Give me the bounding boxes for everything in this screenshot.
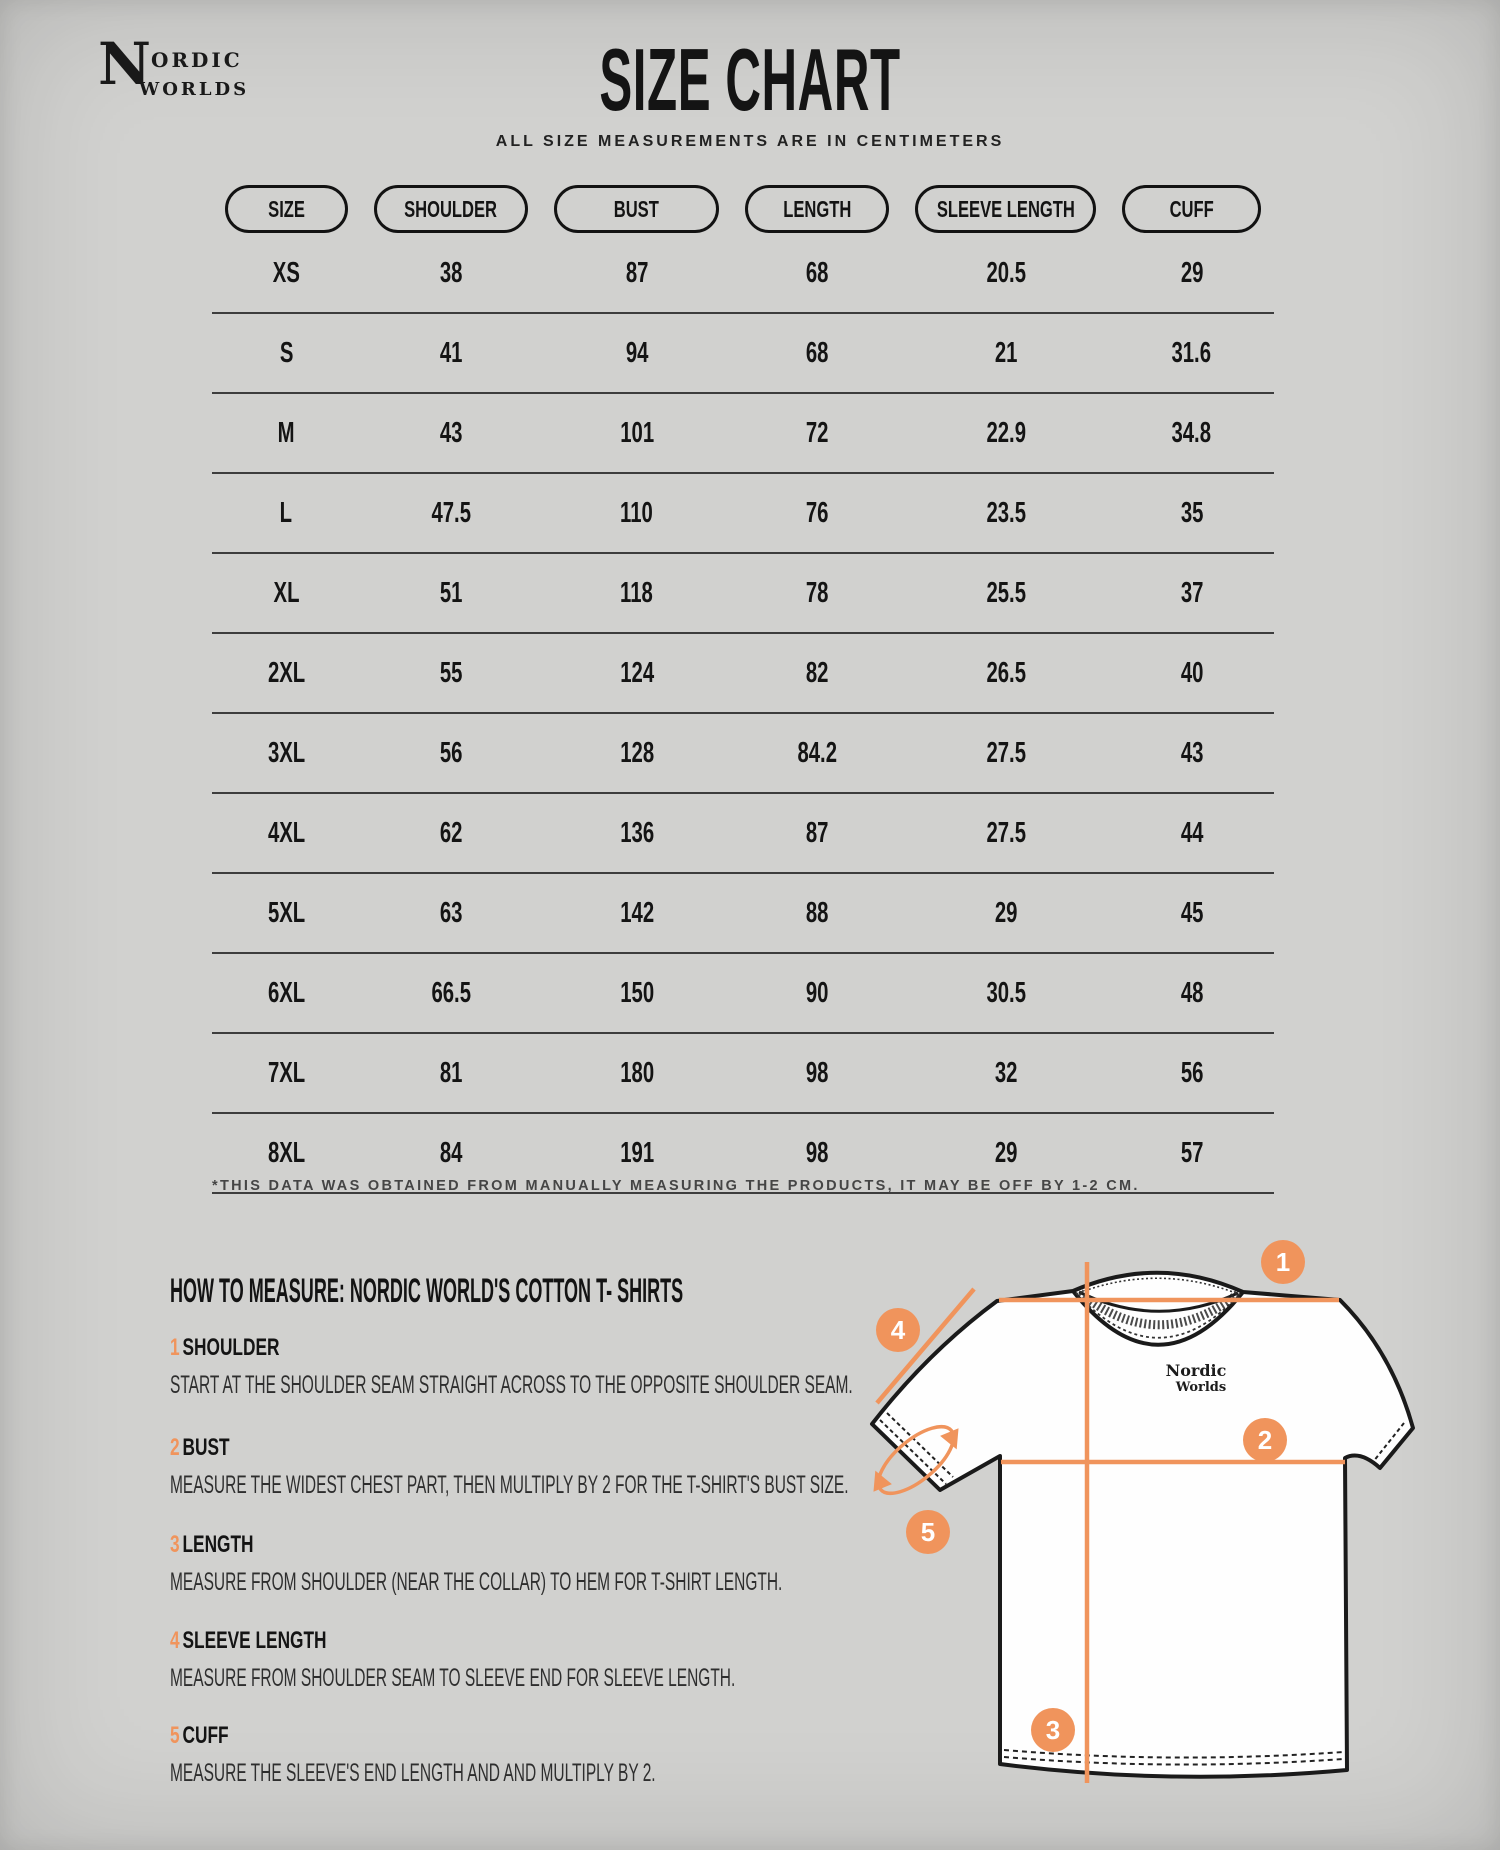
step-description: START AT THE SHOULDER SEAM STRAIGHT ACROSS TO THE OPPOSITE SHOULDER SEAM. bbox=[170, 1371, 853, 1399]
table-cell: 2XL bbox=[267, 656, 305, 689]
step-number: 2 bbox=[170, 1434, 180, 1461]
table-row-6xl bbox=[212, 954, 1274, 1034]
table-cell: 57 bbox=[1180, 1136, 1203, 1169]
header-pill: BUST bbox=[554, 185, 719, 233]
step-label: 3 LENGTH bbox=[170, 1531, 254, 1558]
table-cell: 76 bbox=[806, 496, 829, 529]
column-header-length bbox=[732, 185, 902, 233]
table-row-xs bbox=[212, 234, 1274, 314]
table-cell: 6XL bbox=[267, 976, 305, 1009]
table-cell: 44 bbox=[1180, 816, 1203, 849]
table-cell: 98 bbox=[806, 1056, 829, 1089]
table-cell: 142 bbox=[619, 896, 654, 929]
marker-3-length bbox=[1031, 1708, 1075, 1752]
table-cell: XL bbox=[273, 576, 300, 609]
tshirt-diagram bbox=[840, 1040, 1500, 1840]
marker-5-cuff bbox=[906, 1510, 950, 1554]
table-cell: 45 bbox=[1180, 896, 1203, 929]
table-row-l bbox=[212, 474, 1274, 554]
table-cell: S bbox=[279, 336, 294, 369]
table-cell: 72 bbox=[806, 416, 829, 449]
column-header-cuff bbox=[1109, 185, 1274, 233]
shirt-logo-line2: Worlds bbox=[1175, 1380, 1227, 1395]
step-number: 4 bbox=[170, 1627, 180, 1654]
table-cell: 87 bbox=[806, 816, 829, 849]
table-cell: 90 bbox=[806, 976, 829, 1009]
table-cell: 7XL bbox=[267, 1056, 305, 1089]
step-number: 3 bbox=[170, 1531, 180, 1558]
table-cell: 124 bbox=[619, 656, 654, 689]
table-cell: 3XL bbox=[267, 736, 305, 769]
table-row-m bbox=[212, 394, 1274, 474]
table-cell: 82 bbox=[806, 656, 829, 689]
table-cell: 5XL bbox=[267, 896, 305, 929]
tshirt-outline bbox=[872, 1273, 1413, 1777]
table-cell: XS bbox=[272, 256, 300, 289]
table-cell: 84 bbox=[439, 1136, 463, 1169]
table-cell: 84.2 bbox=[797, 736, 838, 769]
table-row-5xl bbox=[212, 874, 1274, 954]
table-row-4xl bbox=[212, 794, 1274, 874]
table-cell: 35 bbox=[1180, 496, 1203, 529]
table-cell: 62 bbox=[439, 816, 463, 849]
step-description: MEASURE THE WIDEST CHEST PART, THEN MULTIPLY BY 2 FOR THE T-SHIRT'S BUST SIZE. bbox=[170, 1471, 849, 1499]
table-cell: 20.5 bbox=[986, 256, 1026, 289]
table-cell: 56 bbox=[439, 736, 463, 769]
step-description: MEASURE FROM SHOULDER (NEAR THE COLLAR) TO HEM FOR T-SHIRT LENGTH. bbox=[170, 1568, 783, 1596]
step-cuff bbox=[170, 1722, 953, 1788]
table-row-xl bbox=[212, 554, 1274, 634]
marker-1-shoulder bbox=[1261, 1240, 1305, 1284]
table-cell: 48 bbox=[1180, 976, 1203, 1009]
table-row-2xl bbox=[212, 634, 1274, 714]
table-cell: 26.5 bbox=[986, 656, 1026, 689]
step-description: MEASURE FROM SHOULDER SEAM TO SLEEVE END FOR SLEEVE LENGTH. bbox=[170, 1664, 736, 1692]
brand-logo-line1: ordic bbox=[151, 41, 243, 74]
table-cell: 94 bbox=[625, 336, 649, 369]
table-cell: 27.5 bbox=[986, 736, 1026, 769]
page-subtitle: ALL SIZE MEASUREMENTS ARE IN CENTIMETERS bbox=[495, 133, 1005, 150]
table-cell: 47.5 bbox=[431, 496, 471, 529]
column-header-sleeve-length bbox=[902, 185, 1109, 233]
step-label: 4 SLEEVE LENGTH bbox=[170, 1627, 327, 1654]
table-cell: 150 bbox=[619, 976, 654, 1009]
step-label: 1 SHOULDER bbox=[170, 1334, 280, 1361]
table-cell: 29 bbox=[994, 896, 1018, 929]
table-cell: 34.8 bbox=[1171, 416, 1212, 449]
table-cell: 40 bbox=[1180, 656, 1203, 689]
header-pill: SLEEVE LENGTH bbox=[915, 185, 1096, 233]
header-pill: SHOULDER bbox=[374, 185, 529, 233]
page-title: SIZE CHART bbox=[599, 30, 901, 129]
table-footnote: *THIS DATA WAS OBTAINED FROM MANUALLY MEASURING THE PRODUCTS, IT MAY BE OFF BY 1-2 CM. bbox=[212, 1178, 1140, 1194]
svg-text:3: 3 bbox=[1045, 1715, 1061, 1745]
table-cell: 68 bbox=[806, 336, 829, 369]
marker-4-sleeve-length bbox=[876, 1308, 920, 1352]
table-row-3xl bbox=[212, 714, 1274, 794]
svg-text:5: 5 bbox=[920, 1517, 936, 1547]
header-pill: CUFF bbox=[1122, 185, 1261, 233]
step-number: 5 bbox=[170, 1722, 180, 1749]
table-cell: 88 bbox=[806, 896, 829, 929]
header-pill: LENGTH bbox=[745, 185, 889, 233]
table-cell: 31.6 bbox=[1171, 336, 1212, 369]
howto-heading: HOW TO MEASURE: NORDIC WORLD'S COTTON T- SHIRTS bbox=[170, 1272, 684, 1310]
column-header-size bbox=[212, 185, 361, 233]
table-cell: 22.9 bbox=[986, 416, 1026, 449]
column-header-shoulder bbox=[361, 185, 542, 233]
shirt-logo-line1: Nordic bbox=[1165, 1361, 1227, 1380]
step-label: 2 BUST bbox=[170, 1434, 230, 1461]
table-cell: 180 bbox=[619, 1056, 654, 1089]
table-cell: 21 bbox=[994, 336, 1018, 369]
table-cell: 110 bbox=[620, 496, 654, 529]
table-cell: 68 bbox=[806, 256, 829, 289]
table-cell: 118 bbox=[620, 576, 654, 609]
table-cell: 29 bbox=[1180, 256, 1203, 289]
table-row-s bbox=[212, 314, 1274, 394]
table-cell: 27.5 bbox=[986, 816, 1026, 849]
table-cell: 136 bbox=[619, 816, 654, 849]
brand-logo-line2: worlds bbox=[139, 72, 250, 102]
table-cell: 8XL bbox=[267, 1136, 305, 1169]
column-header-bust bbox=[541, 185, 732, 233]
table-cell: 98 bbox=[806, 1136, 829, 1169]
table-cell: 101 bbox=[619, 416, 654, 449]
svg-text:4: 4 bbox=[890, 1315, 906, 1345]
table-cell: L bbox=[280, 496, 293, 529]
table-cell: 66.5 bbox=[431, 976, 471, 1009]
svg-text:2: 2 bbox=[1257, 1425, 1273, 1455]
table-cell: 63 bbox=[439, 896, 463, 929]
table-cell: 30.5 bbox=[986, 976, 1026, 1009]
table-cell: 81 bbox=[439, 1056, 463, 1089]
table-cell: 23.5 bbox=[986, 496, 1026, 529]
table-cell: 29 bbox=[994, 1136, 1018, 1169]
brand-logo-initial: N bbox=[98, 30, 152, 98]
table-header-row bbox=[212, 184, 1274, 234]
table-cell: 191 bbox=[619, 1136, 654, 1169]
step-number: 1 bbox=[170, 1334, 180, 1361]
table-cell: 78 bbox=[806, 576, 829, 609]
table-cell: 4XL bbox=[267, 816, 305, 849]
table-cell: 43 bbox=[1180, 736, 1203, 769]
table-cell: 128 bbox=[619, 736, 654, 769]
table-cell: 43 bbox=[439, 416, 463, 449]
table-cell: 37 bbox=[1180, 576, 1203, 609]
table-cell: M bbox=[277, 416, 295, 449]
header-pill: SIZE bbox=[225, 185, 348, 233]
svg-text:1: 1 bbox=[1275, 1247, 1291, 1277]
step-description: MEASURE THE SLEEVE'S END LENGTH AND AND MULTIPLY BY 2. bbox=[170, 1759, 656, 1787]
table-cell: 87 bbox=[625, 256, 649, 289]
table-cell: 32 bbox=[994, 1056, 1018, 1089]
marker-2-bust bbox=[1243, 1418, 1287, 1462]
table-cell: 56 bbox=[1180, 1056, 1203, 1089]
table-cell: 55 bbox=[439, 656, 463, 689]
table-cell: 25.5 bbox=[986, 576, 1026, 609]
table-cell: 38 bbox=[439, 256, 463, 289]
step-label: 5 CUFF bbox=[170, 1722, 229, 1749]
table-cell: 51 bbox=[439, 576, 463, 609]
table-cell: 41 bbox=[439, 336, 463, 369]
